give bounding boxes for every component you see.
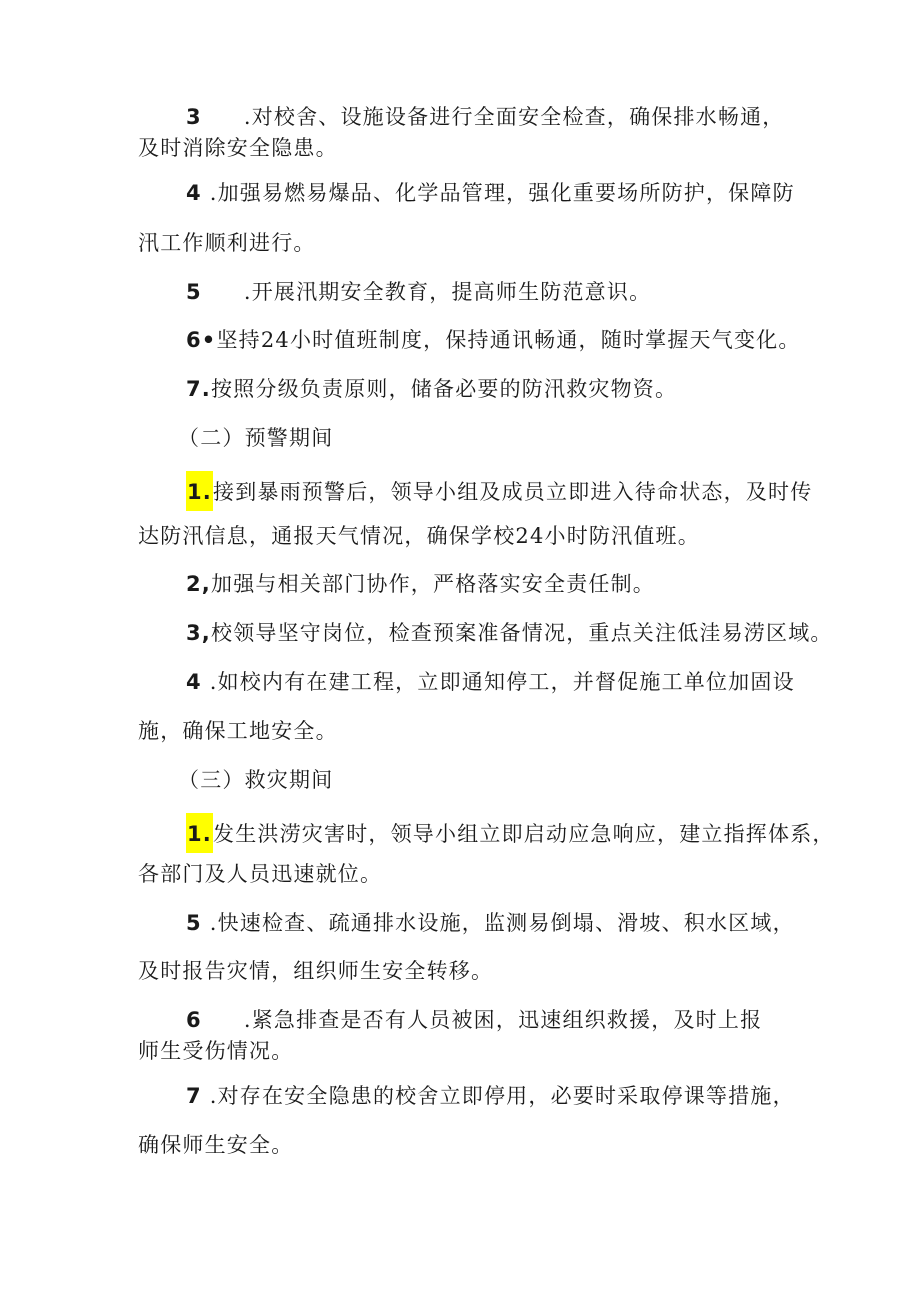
relief-6-line2: 师生受伤情况。 xyxy=(138,1039,294,1063)
warning-4-number: 4 xyxy=(186,670,202,694)
item-3-text: .对校舍、设施设备进行全面安全检查，确保排水畅通， xyxy=(243,105,785,129)
item-3-line2: 及时消除安全隐患。 xyxy=(138,136,338,160)
item-5-number: 5 xyxy=(186,280,202,304)
warning-3-text: 校领导坚守岗位，检查预案准备情况，重点关注低洼易涝区域。 xyxy=(211,621,833,645)
warning-2-line xyxy=(186,569,655,599)
warning-1-number-highlight: 1. xyxy=(186,471,213,511)
section-2-heading: （二）预警期间 xyxy=(178,426,334,450)
item-7-text: 按照分级负责原则，储备必要的防汛救灾物资。 xyxy=(211,377,678,401)
item-7-number: 7. xyxy=(186,377,211,401)
warning-2-number: 2, xyxy=(186,572,211,596)
relief-5-text: .快速检查、疏通排水设施，监测易倒塌、滑坡、积水区域， xyxy=(209,911,795,935)
section-3-heading: （三）救灾期间 xyxy=(178,768,334,792)
relief-1-line1 xyxy=(186,813,835,853)
item-4-text: .加强易燃易爆品、化学品管理，强化重要场所防护，保障防 xyxy=(209,181,795,205)
relief-7-line1 xyxy=(186,1081,795,1111)
relief-1-text: 发生洪涝灾害时，领导小组立即启动应急响应，建立指挥体系， xyxy=(213,822,835,846)
relief-7-text: .对存在安全隐患的校舍立即停用，必要时采取停课等措施， xyxy=(209,1084,795,1108)
warning-3-number: 3, xyxy=(186,621,211,645)
relief-6-text: .紧急排查是否有人员被困，迅速组织救援，及时上报 xyxy=(243,1008,763,1032)
warning-2-text: 加强与相关部门协作，严格落实安全责任制。 xyxy=(211,572,655,596)
warning-3-line xyxy=(186,618,833,648)
warning-4-line1 xyxy=(186,667,795,697)
item-7-line xyxy=(186,374,677,404)
item-3-line1 xyxy=(186,102,785,132)
item-6-line xyxy=(186,325,801,355)
item-4-line1 xyxy=(186,178,795,208)
relief-5-line2: 及时报告灾情，组织师生安全转移。 xyxy=(138,959,494,983)
item-6-number: 6• xyxy=(186,328,217,352)
item-6-text: 坚持24小时值班制度，保持通讯畅通，随时掌握天气变化。 xyxy=(216,328,801,352)
warning-4-text: .如校内有在建工程，立即通知停工，并督促施工单位加固设 xyxy=(209,670,795,694)
item-4-line2: 汛工作顺利进行。 xyxy=(138,231,316,255)
relief-5-line1 xyxy=(186,908,795,938)
relief-1-number-highlight: 1. xyxy=(186,813,213,853)
relief-5-number: 5 xyxy=(186,911,202,935)
warning-1-line2: 达防汛信息，通报天气情况，确保学校24小时防汛值班。 xyxy=(138,524,700,548)
relief-1-line2: 各部门及人员迅速就位。 xyxy=(138,862,383,886)
warning-4-line2: 施，确保工地安全。 xyxy=(138,719,338,743)
relief-7-line2: 确保师生安全。 xyxy=(138,1133,294,1157)
relief-6-number: 6 xyxy=(186,1008,202,1032)
item-5-text: .开展汛期安全教育，提高师生防范意识。 xyxy=(243,280,652,304)
item-4-number: 4 xyxy=(186,181,202,205)
relief-6-line1 xyxy=(186,1005,762,1035)
relief-7-number: 7 xyxy=(186,1084,202,1108)
warning-1-line1 xyxy=(186,471,812,511)
warning-1-text: 接到暴雨预警后，领导小组及成员立即进入待命状态，及时传 xyxy=(213,480,813,504)
item-5-line xyxy=(186,277,651,307)
item-3-number: 3 xyxy=(186,105,202,129)
